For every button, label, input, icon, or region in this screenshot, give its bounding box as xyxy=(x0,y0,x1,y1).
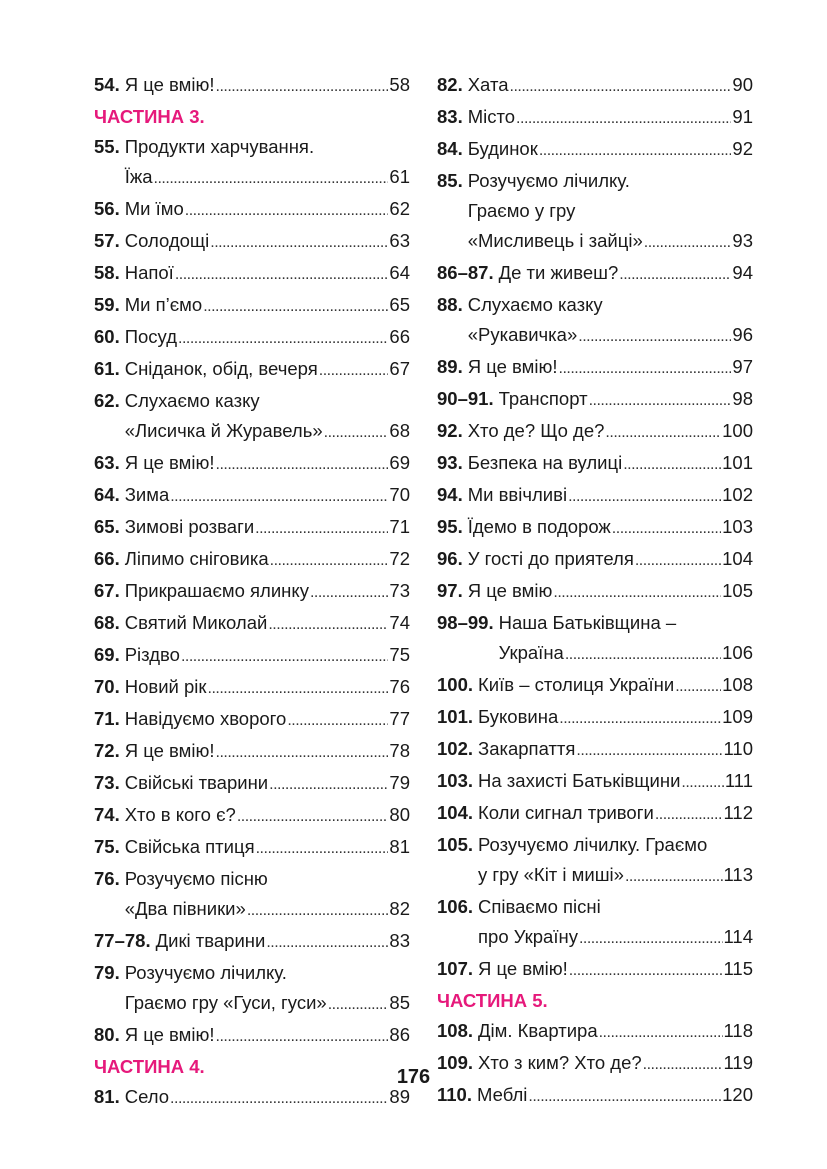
toc-entry[interactable] xyxy=(437,512,753,544)
entry-title: у гру «Кіт і миші» xyxy=(478,864,624,885)
entry-number: 59. xyxy=(94,294,120,315)
dot-leader xyxy=(185,196,389,226)
entry-title: Будинок xyxy=(467,138,538,159)
entry-number: 73. xyxy=(94,772,120,793)
toc-entry[interactable] xyxy=(437,258,753,290)
dot-leader xyxy=(181,642,388,672)
dot-leader xyxy=(216,72,389,102)
entry-number: 95. xyxy=(437,516,463,537)
section-heading: ЧАСТИНА 3. xyxy=(94,106,205,127)
entry-page: 92 xyxy=(732,138,753,159)
dot-leader xyxy=(568,482,721,512)
entry-number: 98–99. xyxy=(437,612,494,633)
toc-entry[interactable] xyxy=(94,322,410,354)
entry-page: 62 xyxy=(389,198,410,219)
entry-number: 70. xyxy=(94,676,120,697)
entry-title: Граємо гру «Гуси, гуси» xyxy=(124,992,327,1013)
entry-number: 69. xyxy=(94,644,120,665)
entry-page: 70 xyxy=(389,484,410,505)
toc-entry[interactable] xyxy=(94,226,410,258)
dot-leader xyxy=(619,260,731,290)
dot-leader xyxy=(256,834,389,864)
entry-page: 72 xyxy=(389,548,410,569)
entry-title: Ми п’ємо xyxy=(124,294,203,315)
entry-number: 104. xyxy=(437,802,474,823)
entry-page: 112 xyxy=(723,802,753,823)
dot-leader xyxy=(310,578,388,608)
toc-entry[interactable] xyxy=(94,132,410,194)
entry-number: 93. xyxy=(437,452,463,473)
entry-title: Сніданок, обід, вечеря xyxy=(124,358,318,379)
dot-leader xyxy=(287,706,388,736)
entry-page: 86 xyxy=(389,1024,410,1045)
entry-title: Дім. Квартира xyxy=(478,1020,598,1041)
entry-number: 64. xyxy=(94,484,120,505)
toc-entry[interactable] xyxy=(94,704,410,736)
dot-leader xyxy=(216,450,389,480)
dot-leader xyxy=(178,324,388,354)
dot-leader xyxy=(655,800,723,830)
dot-leader xyxy=(553,578,721,608)
entry-title: Свійські тварини xyxy=(124,772,269,793)
toc-entry[interactable] xyxy=(94,258,410,290)
dot-leader xyxy=(623,450,721,480)
entry-page: 111 xyxy=(724,770,753,791)
entry-title: Україна xyxy=(498,642,564,663)
section-heading: ЧАСТИНА 5. xyxy=(437,990,548,1011)
entry-number: 101. xyxy=(437,706,474,727)
section-heading: ЧАСТИНА 4. xyxy=(94,1056,205,1077)
toc-entry[interactable] xyxy=(94,608,410,640)
entry-title: Я це вмію! xyxy=(467,356,558,377)
toc-entry[interactable] xyxy=(437,166,753,258)
toc-entry[interactable] xyxy=(94,1020,410,1052)
entry-title: «Мисливець і зайці» xyxy=(467,230,643,251)
entry-title: На захисті Батьківщини xyxy=(478,770,681,791)
dot-leader xyxy=(270,546,389,576)
entry-title: Новий рік xyxy=(124,676,207,697)
entry-title: Коли сигнал тривоги xyxy=(478,802,654,823)
entry-number: 84. xyxy=(437,138,463,159)
toc-entry[interactable] xyxy=(94,448,410,480)
entry-number: 94. xyxy=(437,484,463,505)
dot-leader xyxy=(635,546,721,576)
entry-number: 57. xyxy=(94,230,120,251)
entry-number: 92. xyxy=(437,420,463,441)
entry-title: Хто з ким? Хто де? xyxy=(478,1052,642,1073)
entry-title: Хто в кого є? xyxy=(124,804,236,825)
dot-leader xyxy=(175,260,389,290)
entry-page: 103 xyxy=(722,516,753,537)
entry-page: 74 xyxy=(389,612,410,633)
entry-title: Село xyxy=(124,1086,170,1107)
entry-page: 89 xyxy=(389,1086,410,1107)
toc-entry[interactable] xyxy=(437,70,753,102)
entry-title: Святий Миколай xyxy=(124,612,268,633)
entry-title: Солодощі xyxy=(124,230,210,251)
toc-entry[interactable] xyxy=(437,702,753,734)
entry-page: 75 xyxy=(389,644,410,665)
entry-title: Місто xyxy=(467,106,516,127)
dot-leader xyxy=(589,386,732,416)
entry-title: Слухаємо казку xyxy=(467,294,603,315)
dot-leader xyxy=(579,924,723,954)
entry-title: Я це вмію! xyxy=(124,1024,215,1045)
entry-title: Буковина xyxy=(478,706,559,727)
dot-leader xyxy=(255,514,388,544)
entry-number: 107. xyxy=(437,958,474,979)
entry-title: Наша Батьківщина – xyxy=(498,612,677,633)
entry-page: 96 xyxy=(732,324,753,345)
dot-leader xyxy=(539,136,732,166)
entry-page: 110 xyxy=(723,738,753,759)
entry-number: 90–91. xyxy=(437,388,494,409)
toc-entry[interactable] xyxy=(437,830,753,892)
entry-page: 80 xyxy=(389,804,410,825)
entry-title: Їжа xyxy=(124,166,153,187)
dot-leader xyxy=(578,322,731,352)
entry-number: 110. xyxy=(437,1084,472,1105)
toc-entry[interactable] xyxy=(437,352,753,384)
dot-leader xyxy=(247,896,389,926)
dot-leader xyxy=(266,928,388,958)
dot-leader xyxy=(170,482,388,512)
entry-title: Свійська птиця xyxy=(124,836,255,857)
dot-leader xyxy=(565,640,721,670)
dot-leader xyxy=(625,862,723,892)
toc-entry[interactable] xyxy=(94,354,410,386)
dot-leader xyxy=(216,1022,389,1052)
entry-number: 80. xyxy=(94,1024,120,1045)
toc-entry[interactable] xyxy=(94,194,410,226)
dot-leader xyxy=(559,704,721,734)
entry-title: Їдемо в подорож xyxy=(467,516,611,537)
entry-page: 68 xyxy=(389,420,410,441)
toc-entry[interactable] xyxy=(94,958,410,1020)
entry-page: 64 xyxy=(389,262,410,283)
toc-entry[interactable] xyxy=(437,448,753,480)
entry-title: Розучуємо лічилку. Граємо xyxy=(478,834,708,855)
dot-leader xyxy=(216,738,389,768)
toc-entry[interactable] xyxy=(94,926,410,958)
toc-entry[interactable] xyxy=(437,670,753,702)
toc-entry[interactable] xyxy=(94,70,410,102)
dot-leader xyxy=(675,672,721,702)
entry-title: Співаємо пісні xyxy=(478,896,601,917)
entry-number: 74. xyxy=(94,804,120,825)
entry-page: 65 xyxy=(389,294,410,315)
toc-entry[interactable] xyxy=(94,576,410,608)
entry-number: 105. xyxy=(437,834,474,855)
entry-title: Посуд xyxy=(124,326,177,347)
entry-title: Я це вмію! xyxy=(124,740,215,761)
entry-page: 79 xyxy=(389,772,410,793)
toc-entry[interactable] xyxy=(437,798,753,830)
entry-page: 61 xyxy=(389,166,410,187)
entry-page: 97 xyxy=(732,356,753,377)
dot-leader xyxy=(516,104,731,134)
entry-number: 88. xyxy=(437,294,463,315)
entry-title: Транспорт xyxy=(498,388,588,409)
entry-number: 86–87. xyxy=(437,262,494,283)
entry-page: 81 xyxy=(389,836,410,857)
entry-page: 66 xyxy=(389,326,410,347)
entry-number: 81. xyxy=(94,1086,120,1107)
entry-title: Слухаємо казку xyxy=(124,390,260,411)
entry-number: 79. xyxy=(94,962,120,983)
entry-number: 66. xyxy=(94,548,120,569)
toc-entry[interactable] xyxy=(94,512,410,544)
entry-page: 77 xyxy=(389,708,410,729)
dot-leader xyxy=(612,514,721,544)
toc-entry[interactable] xyxy=(437,608,753,670)
toc-entry[interactable] xyxy=(437,416,753,448)
entry-title: Я це вмію xyxy=(467,580,553,601)
entry-number: 106. xyxy=(437,896,474,917)
toc-entry[interactable] xyxy=(94,290,410,322)
entry-page: 94 xyxy=(732,262,753,283)
toc-entry[interactable] xyxy=(437,576,753,608)
entry-page: 102 xyxy=(722,484,753,505)
toc-entry[interactable] xyxy=(437,480,753,512)
entry-title: Безпека на вулиці xyxy=(467,452,623,473)
entry-page: 114 xyxy=(723,926,753,947)
toc-entry[interactable] xyxy=(94,768,410,800)
entry-title: У гості до приятеля xyxy=(467,548,634,569)
entry-page: 76 xyxy=(389,676,410,697)
entry-number: 96. xyxy=(437,548,463,569)
entry-number: 83. xyxy=(437,106,463,127)
toc-entry[interactable] xyxy=(94,640,410,672)
dot-leader xyxy=(599,1018,723,1048)
entry-page: 78 xyxy=(389,740,410,761)
toc-entry[interactable] xyxy=(94,832,410,864)
toc-entry[interactable] xyxy=(437,1016,753,1048)
toc-entry[interactable] xyxy=(94,800,410,832)
entry-page: 85 xyxy=(389,992,410,1013)
dot-leader xyxy=(210,228,388,258)
entry-page: 63 xyxy=(389,230,410,251)
entry-page: 73 xyxy=(389,580,410,601)
entry-page: 69 xyxy=(389,452,410,473)
entry-number: 108. xyxy=(437,1020,474,1041)
toc-entry[interactable] xyxy=(437,544,753,576)
entry-number: 97. xyxy=(437,580,463,601)
entry-title: Зимові розваги xyxy=(124,516,255,537)
entry-title: Київ – столиця України xyxy=(478,674,675,695)
dot-leader xyxy=(559,354,732,384)
entry-page: 104 xyxy=(722,548,753,569)
entry-number: 55. xyxy=(94,136,120,157)
entry-number: 61. xyxy=(94,358,120,379)
dot-leader xyxy=(154,164,389,194)
entry-title: Де ти живеш? xyxy=(498,262,619,283)
dot-leader xyxy=(681,768,723,798)
dot-leader xyxy=(605,418,721,448)
entry-title: Граємо у гру xyxy=(467,200,576,221)
entry-title: Хата xyxy=(467,74,509,95)
toc-column-right xyxy=(437,70,753,1112)
entry-title: Ми ввічливі xyxy=(467,484,568,505)
entry-page: 119 xyxy=(723,1052,753,1073)
entry-title: Різдво xyxy=(124,644,180,665)
entry-title: Закарпаття xyxy=(478,738,576,759)
entry-title: Розучуємо лічилку. xyxy=(124,962,287,983)
entry-title: «Рукавичка» xyxy=(467,324,578,345)
toc-entry[interactable] xyxy=(437,766,753,798)
dot-leader xyxy=(269,770,388,800)
entry-page: 67 xyxy=(389,358,410,379)
entry-number: 102. xyxy=(437,738,474,759)
toc-entry[interactable] xyxy=(94,544,410,576)
toc-entry[interactable] xyxy=(94,864,410,926)
entry-number: 71. xyxy=(94,708,120,729)
entry-title: Меблі xyxy=(477,1084,528,1105)
entry-number: 62. xyxy=(94,390,120,411)
entry-number: 65. xyxy=(94,516,120,537)
entry-number: 77–78. xyxy=(94,930,151,951)
dot-leader xyxy=(328,990,389,1020)
entry-number: 72. xyxy=(94,740,120,761)
entry-number: 89. xyxy=(437,356,463,377)
entry-title: Зима xyxy=(124,484,170,505)
toc-entry[interactable] xyxy=(437,384,753,416)
toc-entry[interactable] xyxy=(94,480,410,512)
entry-title: Ліпимо сніговика xyxy=(124,548,269,569)
page-number: 176 xyxy=(396,1066,431,1088)
entry-page: 90 xyxy=(732,74,753,95)
entry-number: 76. xyxy=(94,868,120,889)
toc-entry[interactable] xyxy=(437,734,753,766)
entry-number: 67. xyxy=(94,580,120,601)
dot-leader xyxy=(208,674,389,704)
entry-page: 71 xyxy=(389,516,410,537)
dot-leader xyxy=(324,418,389,448)
toc-entry[interactable] xyxy=(94,736,410,768)
toc-column-left xyxy=(94,70,410,1114)
entry-number: 56. xyxy=(94,198,120,219)
entry-title: Напої xyxy=(124,262,174,283)
entry-title: Я це вмію! xyxy=(124,452,215,473)
entry-page: 101 xyxy=(722,452,753,473)
entry-number: 75. xyxy=(94,836,120,857)
entry-title: Хто де? Що де? xyxy=(467,420,605,441)
dot-leader xyxy=(510,72,732,102)
entry-page: 98 xyxy=(732,388,753,409)
entry-title: Я це вмію! xyxy=(124,74,215,95)
entry-page: 106 xyxy=(722,642,753,663)
entry-title: Розучуємо пісню xyxy=(124,868,268,889)
entry-page: 120 xyxy=(722,1084,753,1105)
dot-leader xyxy=(569,956,723,986)
entry-page: 58 xyxy=(389,74,410,95)
entry-number: 60. xyxy=(94,326,120,347)
entry-number: 109. xyxy=(437,1052,474,1073)
entry-number: 63. xyxy=(94,452,120,473)
entry-page: 91 xyxy=(732,106,753,127)
entry-title: про Україну xyxy=(478,926,578,947)
entry-page: 118 xyxy=(723,1020,753,1041)
toc-entry[interactable] xyxy=(94,672,410,704)
entry-title: «Лисичка й Журавель» xyxy=(124,420,323,441)
dot-leader xyxy=(576,736,722,766)
dot-leader xyxy=(644,228,732,258)
entry-page: 82 xyxy=(389,898,410,919)
toc-entry[interactable] xyxy=(437,102,753,134)
entry-number: 103. xyxy=(437,770,474,791)
toc-entry[interactable] xyxy=(437,290,753,352)
toc-entry[interactable] xyxy=(437,134,753,166)
dot-leader xyxy=(237,802,389,832)
entry-title: Ми їмо xyxy=(124,198,184,219)
entry-number: 54. xyxy=(94,74,120,95)
entry-title: Навідуємо хворого xyxy=(124,708,287,729)
entry-page: 83 xyxy=(389,930,410,951)
entry-number: 58. xyxy=(94,262,120,283)
dot-leader xyxy=(319,356,389,386)
dot-leader xyxy=(268,610,388,640)
entry-page: 100 xyxy=(722,420,753,441)
entry-page: 109 xyxy=(722,706,753,727)
entry-number: 68. xyxy=(94,612,120,633)
dot-leader xyxy=(203,292,388,322)
entry-number: 82. xyxy=(437,74,463,95)
entry-page: 113 xyxy=(723,864,753,885)
entry-page: 108 xyxy=(722,674,753,695)
entry-title: Я це вмію! xyxy=(478,958,568,979)
entry-page: 115 xyxy=(723,958,753,979)
toc-entry[interactable] xyxy=(94,386,410,448)
entry-title: «Два півники» xyxy=(124,898,246,919)
entry-title: Дикі тварини xyxy=(155,930,266,951)
toc-entry[interactable] xyxy=(437,954,753,986)
entry-title: Прикрашаємо ялинку xyxy=(124,580,309,601)
entry-page: 105 xyxy=(722,580,753,601)
entry-number: 100. xyxy=(437,674,474,695)
entry-page: 93 xyxy=(732,230,753,251)
entry-number: 85. xyxy=(437,170,463,191)
entry-title: Розучуємо лічилку. xyxy=(467,170,630,191)
entry-title: Продукти харчування. xyxy=(124,136,315,157)
toc-entry[interactable] xyxy=(437,892,753,954)
